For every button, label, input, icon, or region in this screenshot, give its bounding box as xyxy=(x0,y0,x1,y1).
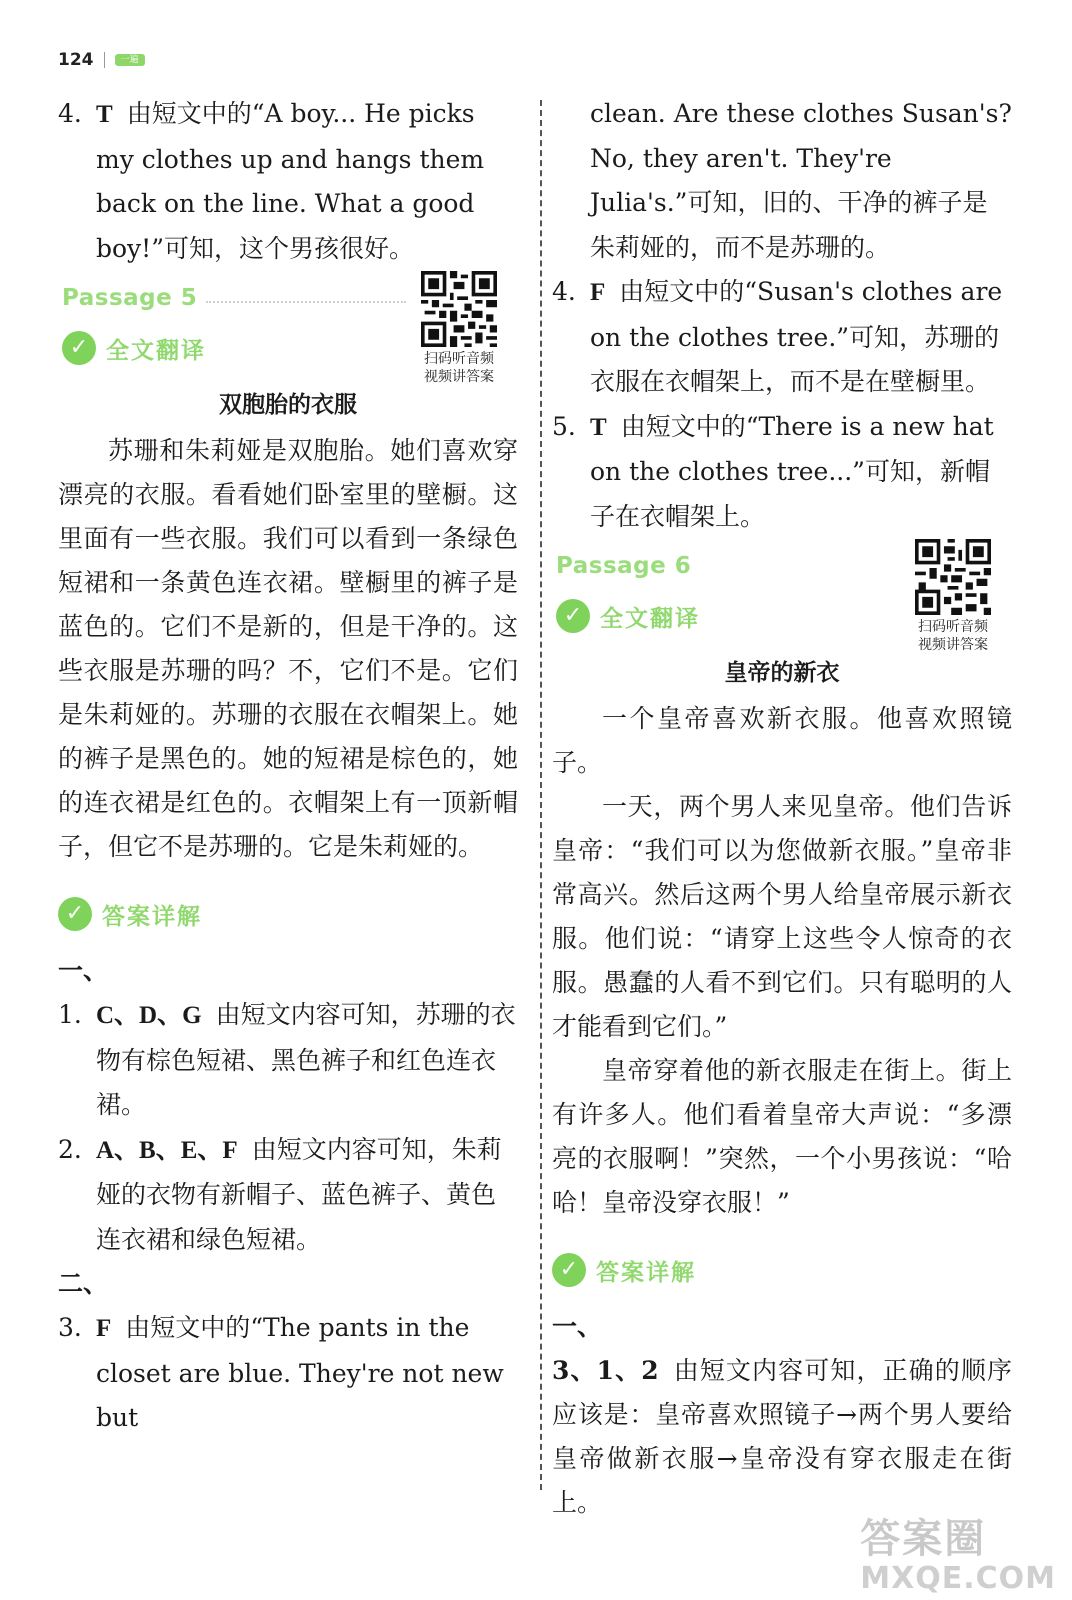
answer-item-order xyxy=(552,1349,1012,1525)
page-number: 124 xyxy=(58,50,94,70)
watermark-url: MXQE.COM xyxy=(860,1561,1056,1596)
item-explanation: 由短文内容可知，朱莉娅的衣物有新帽子、蓝色裤子、黄色连衣裙和绿色短裙。 xyxy=(96,1134,502,1254)
qr-caption: 扫码听音频 视频讲答案 xyxy=(424,351,494,385)
item-answer: C、D、G xyxy=(96,1002,202,1029)
answer-item-4 xyxy=(552,270,1012,405)
answer-item-2 xyxy=(58,1128,518,1263)
story-paragraph-1: 一个皇帝喜欢新衣服。他喜欢照镜子。 xyxy=(552,704,1012,777)
site-watermark xyxy=(860,1507,1056,1594)
section-label: 全文翻译 xyxy=(106,337,206,364)
section-label: 全文翻译 xyxy=(600,605,700,632)
qr-code-icon[interactable] xyxy=(915,539,991,615)
item-number: 4. xyxy=(58,99,82,128)
item-answer: 3、1、2 xyxy=(552,1356,659,1385)
answers-section-header xyxy=(552,1235,1012,1305)
qr-code-icon[interactable] xyxy=(421,271,497,347)
check-icon: ✓ xyxy=(552,1253,586,1287)
item-explanation: 由短文中的“A boy... He picks my clothes up and hangs them back on the line. What a good boy!”可知，这个男孩很好。 xyxy=(96,99,485,263)
qr-code-block[interactable] xyxy=(908,539,998,654)
question-group-2: 二、 xyxy=(58,1269,109,1298)
item-number: 5. xyxy=(552,411,576,441)
item-answer: T xyxy=(590,413,607,441)
check-icon: ✓ xyxy=(58,897,92,931)
answer-item-3 xyxy=(58,1306,518,1441)
check-icon: ✓ xyxy=(62,331,96,365)
answer-item-5 xyxy=(552,405,1012,540)
story-paragraph-2: 一天，两个男人来见皇帝。他们告诉皇帝：“我们可以为您做新衣服。”皇帝非常高兴。然后这两个男人给皇帝展示新衣服。他们说：“请穿上这些令人惊奇的衣服。愚蠢的人看不到它们。只有聪明的人才能看到它们。” xyxy=(552,792,1012,1041)
item-answer: T xyxy=(96,101,113,128)
left-column xyxy=(58,92,518,1441)
section-label: 答案详解 xyxy=(102,903,202,930)
section-label: 答案详解 xyxy=(596,1259,696,1286)
translation-section-header xyxy=(62,331,206,365)
passage-6-title: Passage 6 xyxy=(556,553,692,579)
qr-caption: 扫码听音频 视频讲答案 xyxy=(918,619,988,653)
question-group-1: 一、 xyxy=(58,956,109,985)
item-explanation: 由短文中的“Susan's clothes are on the clothes tree.”可知，苏珊的衣服在衣帽架上，而不是在壁橱里。 xyxy=(590,277,1003,396)
story-paragraph: 苏珊和朱莉娅是双胞胎。她们喜欢穿漂亮的衣服。看看她们卧室里的壁橱。这里面有一些衣服。我们可以看到一条绿色短裙和一条黄色连衣裙。壁橱里的裤子是蓝色的。它们不是新的，但是干净的。这些衣服是苏珊的吗？不，它们不是。它们是朱莉娅的。苏珊的衣服在衣帽架上。她的裤子是黑色的。她的短裙是棕色的，她的连衣裙是红色的。衣帽架上有一顶新帽子，但它不是苏珊的。它是朱莉娅的。 xyxy=(58,436,518,861)
page-header xyxy=(58,50,145,70)
page-tag: 一遍 xyxy=(115,54,145,66)
passage-6-header xyxy=(552,539,1012,651)
item-answer: A、B、E、F xyxy=(96,1136,238,1164)
question-group-1: 一、 xyxy=(552,1312,603,1341)
passage-title-rule xyxy=(206,301,406,303)
item-number: 2. xyxy=(58,1134,82,1164)
answer-item-3-continued xyxy=(552,92,1012,270)
passage-5-header xyxy=(58,271,518,383)
story-title: 双胞胎的衣服 xyxy=(219,392,357,418)
watermark-logo-text: 答案圈 xyxy=(860,1516,987,1562)
item-number: 1. xyxy=(58,1000,82,1029)
translation-section-header xyxy=(556,599,700,633)
answer-item-4 xyxy=(58,92,518,271)
item-explanation: 由短文内容可知，正确的顺序应该是：皇帝喜欢照镜子→两个男人要给皇帝做新衣服→皇帝没有穿衣服走在街上。 xyxy=(552,1356,1012,1517)
header-divider xyxy=(104,52,105,68)
column-divider xyxy=(540,100,542,1490)
item-explanation: 由短文中的“The pants in the closet are blue. They're not new but xyxy=(96,1313,504,1432)
item-explanation: 由短文中的“There is a new hat on the clothes tree...”可知，新帽子在衣帽架上。 xyxy=(590,411,994,531)
item-explanation: 由短文内容可知，苏珊的衣物有棕色短裙、黑色裤子和红色连衣裙。 xyxy=(96,1000,516,1119)
answers-section-header xyxy=(58,879,518,949)
story-paragraph-3: 皇帝穿着他的新衣服走在街上。街上有许多人。他们看着皇帝大声说：“多漂亮的衣服啊！”突然，一个小男孩说：“哈哈！皇帝没穿衣服！” xyxy=(552,1056,1012,1217)
item-explanation: clean. Are these clothes Susan's? No, they aren't. They're Julia's.”可知，旧的、干净的裤子是朱莉娅的，而不是苏珊的。 xyxy=(590,99,1012,262)
item-answer: F xyxy=(590,279,606,306)
check-icon: ✓ xyxy=(556,599,590,633)
item-answer: F xyxy=(96,1315,112,1342)
qr-code-block[interactable] xyxy=(414,271,504,386)
item-number: 3. xyxy=(58,1313,82,1342)
right-column xyxy=(552,92,1012,1525)
passage-5-title: Passage 5 xyxy=(62,285,198,311)
answer-item-1 xyxy=(58,993,518,1128)
story-title: 皇帝的新衣 xyxy=(724,660,840,686)
item-number: 4. xyxy=(552,277,576,306)
